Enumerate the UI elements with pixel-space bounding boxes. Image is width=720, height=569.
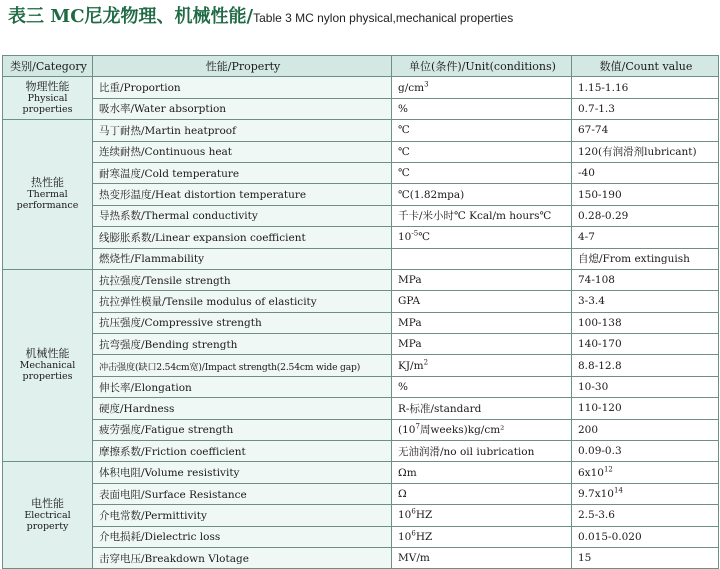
unit-cell	[392, 376, 572, 397]
category-cell	[3, 120, 93, 270]
value-cell	[572, 77, 719, 98]
value-cell	[572, 483, 719, 504]
unit-text: g/cm	[398, 81, 425, 94]
property-cell: 介电常数/Permittivity	[93, 505, 392, 526]
property-cell: 吸水率/Water absorption	[93, 98, 392, 119]
unit-cell	[392, 398, 572, 419]
unit-text: MV/m	[398, 552, 430, 565]
value-text: 15	[578, 552, 592, 565]
property-cell: 耐寒温度/Cold temperature	[93, 162, 392, 183]
unit-superscript: 3	[424, 80, 429, 89]
property-cell: 表面电阻/Surface Resistance	[93, 483, 392, 504]
property-cell: 抗压强度/Compressive strength	[93, 312, 392, 333]
value-cell	[572, 248, 719, 269]
value-cell	[572, 98, 719, 119]
unit-text: %	[398, 381, 408, 394]
table-body	[3, 77, 719, 569]
unit-text: ℃	[398, 167, 410, 180]
table-row	[3, 419, 719, 440]
value-cell	[572, 291, 719, 312]
table-row	[3, 526, 719, 547]
header-property: 性能/Property	[93, 56, 392, 77]
unit-cell	[392, 269, 572, 290]
value-text: 6x10	[578, 466, 604, 479]
unit-text: R-标准/standard	[398, 402, 482, 415]
unit-text: (10	[398, 424, 416, 437]
unit-text-after: ℃	[418, 231, 430, 244]
unit-cell	[392, 120, 572, 141]
unit-text: ℃(1.82mpa)	[398, 188, 465, 201]
property-cell: 马丁耐热/Martin heatproof	[93, 120, 392, 141]
value-cell	[572, 526, 719, 547]
value-text: 0.28-0.29	[578, 209, 629, 222]
value-cell	[572, 355, 719, 376]
table-row	[3, 205, 719, 226]
unit-text: ℃	[398, 124, 410, 137]
category-en: Physical properties	[22, 92, 73, 116]
unit-cell	[392, 312, 572, 333]
category-cell	[3, 269, 93, 462]
property-cell: 硬度/Hardness	[93, 398, 392, 419]
unit-cell	[392, 205, 572, 226]
value-text: 110-120	[578, 402, 622, 415]
value-text: 9.7x10	[578, 488, 614, 500]
value-cell	[572, 162, 719, 183]
title-cn: 表三 MC尼龙物理、机械性能/	[8, 6, 254, 27]
value-text: 8.8-12.8	[578, 359, 622, 372]
value-cell	[572, 120, 719, 141]
property-cell: 比重/Proportion	[93, 77, 392, 98]
unit-text: 10	[398, 509, 412, 522]
value-text: 140-170	[578, 338, 622, 351]
title-en: Table 3 MC nylon physical,mechanical properties	[253, 11, 514, 25]
unit-superscript: -5	[411, 229, 419, 238]
property-cell: 燃烧性/Flammability	[93, 248, 392, 269]
unit-cell	[392, 248, 572, 269]
property-cell: 疲劳强度/Fatigue strength	[93, 419, 392, 440]
category-cell	[3, 462, 93, 569]
unit-text: MPa	[398, 316, 422, 329]
unit-text: GPA	[398, 295, 421, 308]
value-cell	[572, 441, 719, 462]
properties-table	[2, 55, 719, 569]
category-cn: 电性能	[31, 497, 64, 511]
property-cell: 线膨胀系数/Linear expansion coefficient	[93, 227, 392, 248]
value-text: 0.09-0.3	[578, 445, 622, 458]
value-superscript: 14	[613, 486, 623, 495]
unit-text: 10	[398, 231, 412, 244]
value-cell	[572, 376, 719, 397]
unit-cell	[392, 483, 572, 504]
category-cn: 机械性能	[25, 347, 70, 361]
table-row	[3, 184, 719, 205]
unit-text: KJ/m	[398, 359, 424, 372]
value-cell	[572, 462, 719, 483]
table-row	[3, 120, 719, 141]
property-cell: 热变形温度/Heat distortion temperature	[93, 184, 392, 205]
unit-text: Ω	[398, 488, 407, 500]
unit-text: 千卡/米小时℃ Kcal/m hours℃	[398, 210, 552, 223]
property-cell: 抗拉强度/Tensile strength	[93, 269, 392, 290]
table-row	[3, 505, 719, 526]
table-row	[3, 355, 719, 376]
table-title	[8, 2, 513, 28]
property-cell: 摩擦系数/Friction coefficient	[93, 441, 392, 462]
unit-cell	[392, 162, 572, 183]
unit-superscript: 6	[411, 529, 416, 538]
table-row	[3, 141, 719, 162]
unit-text: MPa	[398, 338, 422, 351]
unit-cell	[392, 291, 572, 312]
value-text: 自熄/From extinguish	[578, 253, 690, 266]
unit-text-after: HZ	[415, 530, 433, 543]
value-text: 200	[578, 423, 599, 436]
header-row	[3, 56, 719, 77]
property-cell: 伸长率/Elongation	[93, 376, 392, 397]
value-cell	[572, 398, 719, 419]
value-text: 100-138	[578, 316, 622, 329]
unit-cell	[392, 526, 572, 547]
unit-superscript: 6	[411, 507, 416, 516]
value-cell	[572, 184, 719, 205]
unit-text: 无油润滑/no oil iubrication	[398, 445, 535, 458]
value-cell	[572, 205, 719, 226]
unit-cell	[392, 355, 572, 376]
value-cell	[572, 312, 719, 333]
unit-text: MPa	[398, 274, 422, 287]
unit-text: ℃	[398, 145, 410, 158]
value-text: 1.15-1.16	[578, 81, 629, 94]
value-cell	[572, 227, 719, 248]
unit-cell	[392, 98, 572, 119]
header-unit: 单位(条件)/Unit(conditions)	[392, 56, 572, 77]
unit-cell	[392, 441, 572, 462]
value-text: 3-3.4	[578, 295, 605, 308]
table-row	[3, 269, 719, 290]
unit-text: 10	[398, 530, 412, 543]
unit-text-after: 周weeks)kg/cm²	[419, 424, 505, 437]
category-cn: 热性能	[31, 176, 64, 190]
value-cell	[572, 419, 719, 440]
value-text: 10-30	[578, 381, 609, 394]
value-text: 120(有润滑剂lubricant)	[578, 146, 697, 159]
table-row	[3, 398, 719, 419]
value-text: 74-108	[578, 274, 615, 287]
unit-cell	[392, 419, 572, 440]
value-text: 67-74	[578, 124, 609, 137]
property-cell: 导热系数/Thermal conductivity	[93, 205, 392, 226]
table-row	[3, 441, 719, 462]
value-text: 2.5-3.6	[578, 509, 615, 522]
unit-cell	[392, 505, 572, 526]
table-row	[3, 291, 719, 312]
value-cell	[572, 505, 719, 526]
value-cell	[572, 269, 719, 290]
header-value: 数值/Count value	[572, 56, 719, 77]
table-row	[3, 162, 719, 183]
unit-cell	[392, 334, 572, 355]
value-text: 150-190	[578, 188, 622, 201]
value-text: 0.015-0.020	[578, 530, 642, 543]
table-row	[3, 227, 719, 248]
unit-text-after: HZ	[415, 509, 433, 522]
table-row	[3, 312, 719, 333]
value-cell	[572, 334, 719, 355]
value-text: 4-7	[578, 231, 595, 244]
category-en: Mechanical properties	[19, 359, 76, 383]
property-cell: 介电损耗/Dielectric loss	[93, 526, 392, 547]
unit-superscript: 2	[423, 358, 429, 367]
category-cell	[3, 77, 93, 120]
unit-superscript: 7	[415, 422, 420, 431]
table-row	[3, 334, 719, 355]
unit-cell	[392, 77, 572, 98]
property-cell: 体积电阻/Volume resistivity	[93, 462, 392, 483]
table-row	[3, 248, 719, 269]
unit-cell	[392, 141, 572, 162]
property-cell: 击穿电压/Breakdown Vlotage	[93, 547, 392, 568]
table-row	[3, 462, 719, 483]
value-cell	[572, 141, 719, 162]
property-cell: 冲击强度(缺口2.54cm宽)/Impact strength(2.54cm wide gap)	[93, 355, 392, 376]
table-row	[3, 376, 719, 397]
category-en: Thermal performance	[16, 188, 79, 212]
unit-text: Ωm	[398, 466, 417, 479]
unit-cell	[392, 184, 572, 205]
category-cn: 物理性能	[25, 80, 70, 94]
header-category: 类别/Category	[3, 56, 93, 77]
category-en: Electrical property	[24, 509, 71, 533]
table-row	[3, 77, 719, 98]
value-superscript: 12	[603, 465, 613, 474]
property-cell: 抗拉弹性模量/Tensile modulus of elasticity	[93, 291, 392, 312]
value-text: 0.7-1.3	[578, 102, 615, 115]
table-row	[3, 483, 719, 504]
unit-cell	[392, 227, 572, 248]
unit-text: %	[398, 102, 408, 115]
value-text: -40	[578, 167, 595, 180]
property-cell: 连续耐热/Continuous heat	[93, 141, 392, 162]
unit-cell	[392, 462, 572, 483]
table-row	[3, 98, 719, 119]
property-cell: 抗弯强度/Bending strength	[93, 334, 392, 355]
